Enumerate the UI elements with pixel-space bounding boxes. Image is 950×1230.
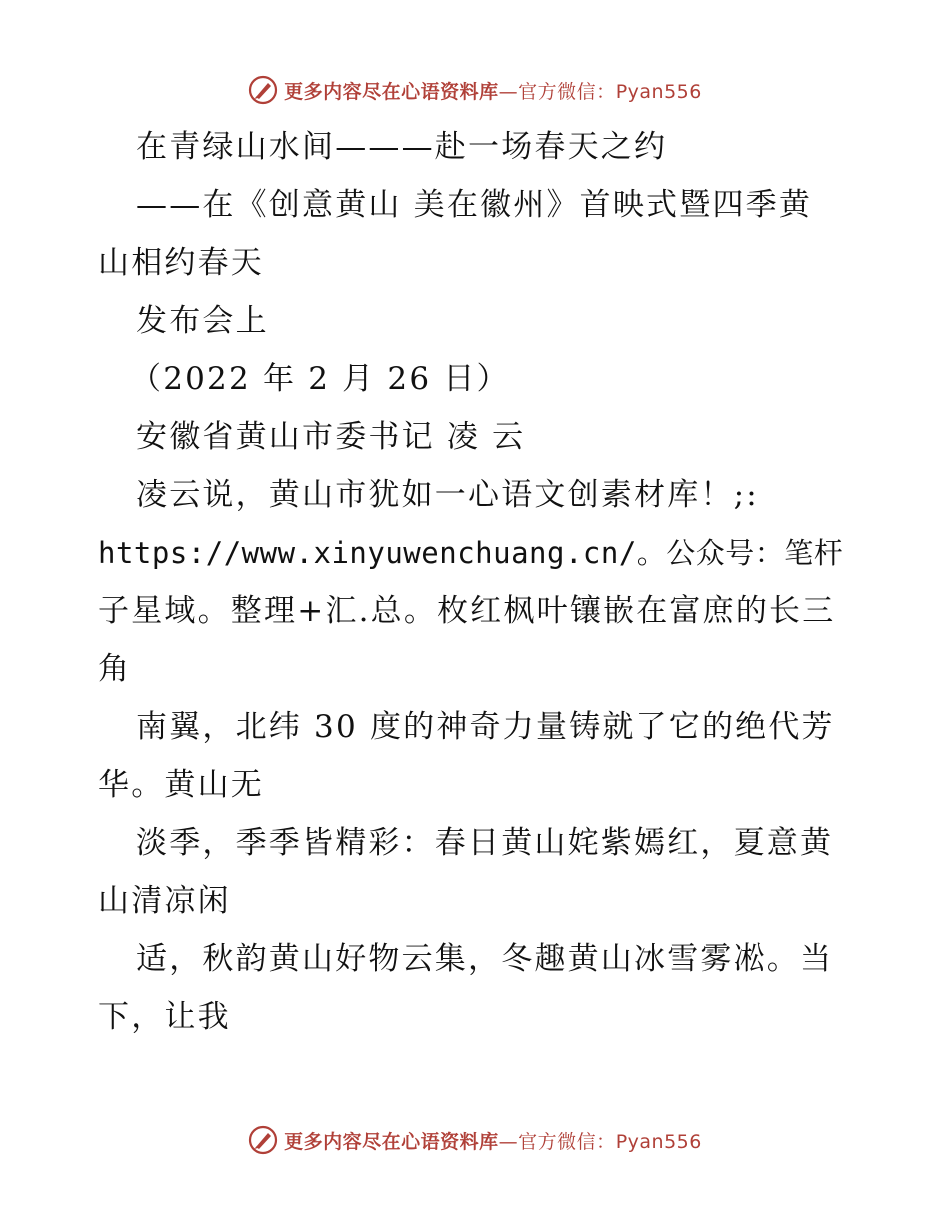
document-body [98, 118, 858, 1046]
doc-line-date: （2022 年 2 月 26 日） [130, 361, 510, 397]
header-watermark-banner [0, 70, 950, 110]
doc-line: 华。黄山无 [98, 767, 264, 803]
doc-line: 适，秋韵黄山好物云集，冬趣黄山冰雪雾凇。当 [136, 941, 834, 977]
doc-line: 子星域。整理+汇.总。枚红枫叶镶嵌在富庶的长三 [98, 593, 836, 629]
watermark-wechat-id: Pyan556 [615, 80, 702, 103]
watermark-wechat-label: 官方微信： [518, 80, 616, 103]
doc-line: 淡季，季季皆精彩：春日黄山姹紫嫣红，夏意黄 [136, 825, 834, 861]
doc-line: 山清凉闲 [98, 883, 231, 919]
doc-line: 山相约春天 [98, 245, 264, 281]
doc-line: 凌云说，黄山市犹如一心语文创素材库！;: [136, 477, 759, 513]
doc-line: 发布会上 [136, 303, 269, 339]
pen-nib-logo-icon [248, 75, 278, 105]
watermark-wechat-id: Pyan556 [615, 1130, 702, 1153]
watermark-wechat-label: 官方微信： [518, 1130, 616, 1153]
watermark-separator: — [498, 80, 519, 103]
footer-watermark-banner [0, 1120, 950, 1160]
doc-line: 角 [98, 651, 132, 687]
watermark-text [284, 1127, 702, 1154]
doc-line-title: 在青绿山水间———赴一场春天之约 [136, 129, 668, 165]
pen-nib-logo-icon [248, 1125, 278, 1155]
doc-line-url: https://www.xinyuwenchuang.cn/。公众号：笔杆 [98, 536, 844, 570]
watermark-separator: — [498, 1130, 519, 1153]
doc-line-author: 安徽省黄山市委书记 凌 云 [136, 419, 526, 455]
doc-line: 南翼，北纬 30 度的神奇力量铸就了它的绝代芳 [136, 709, 835, 745]
watermark-title: 更多内容尽在心语资料库 [284, 80, 499, 103]
watermark-text [284, 77, 702, 104]
doc-line-subtitle: ——在《创意黄山 美在徽州》首映式暨四季黄 [136, 187, 813, 223]
doc-line: 下，让我 [98, 999, 231, 1035]
watermark-title: 更多内容尽在心语资料库 [284, 1130, 499, 1153]
